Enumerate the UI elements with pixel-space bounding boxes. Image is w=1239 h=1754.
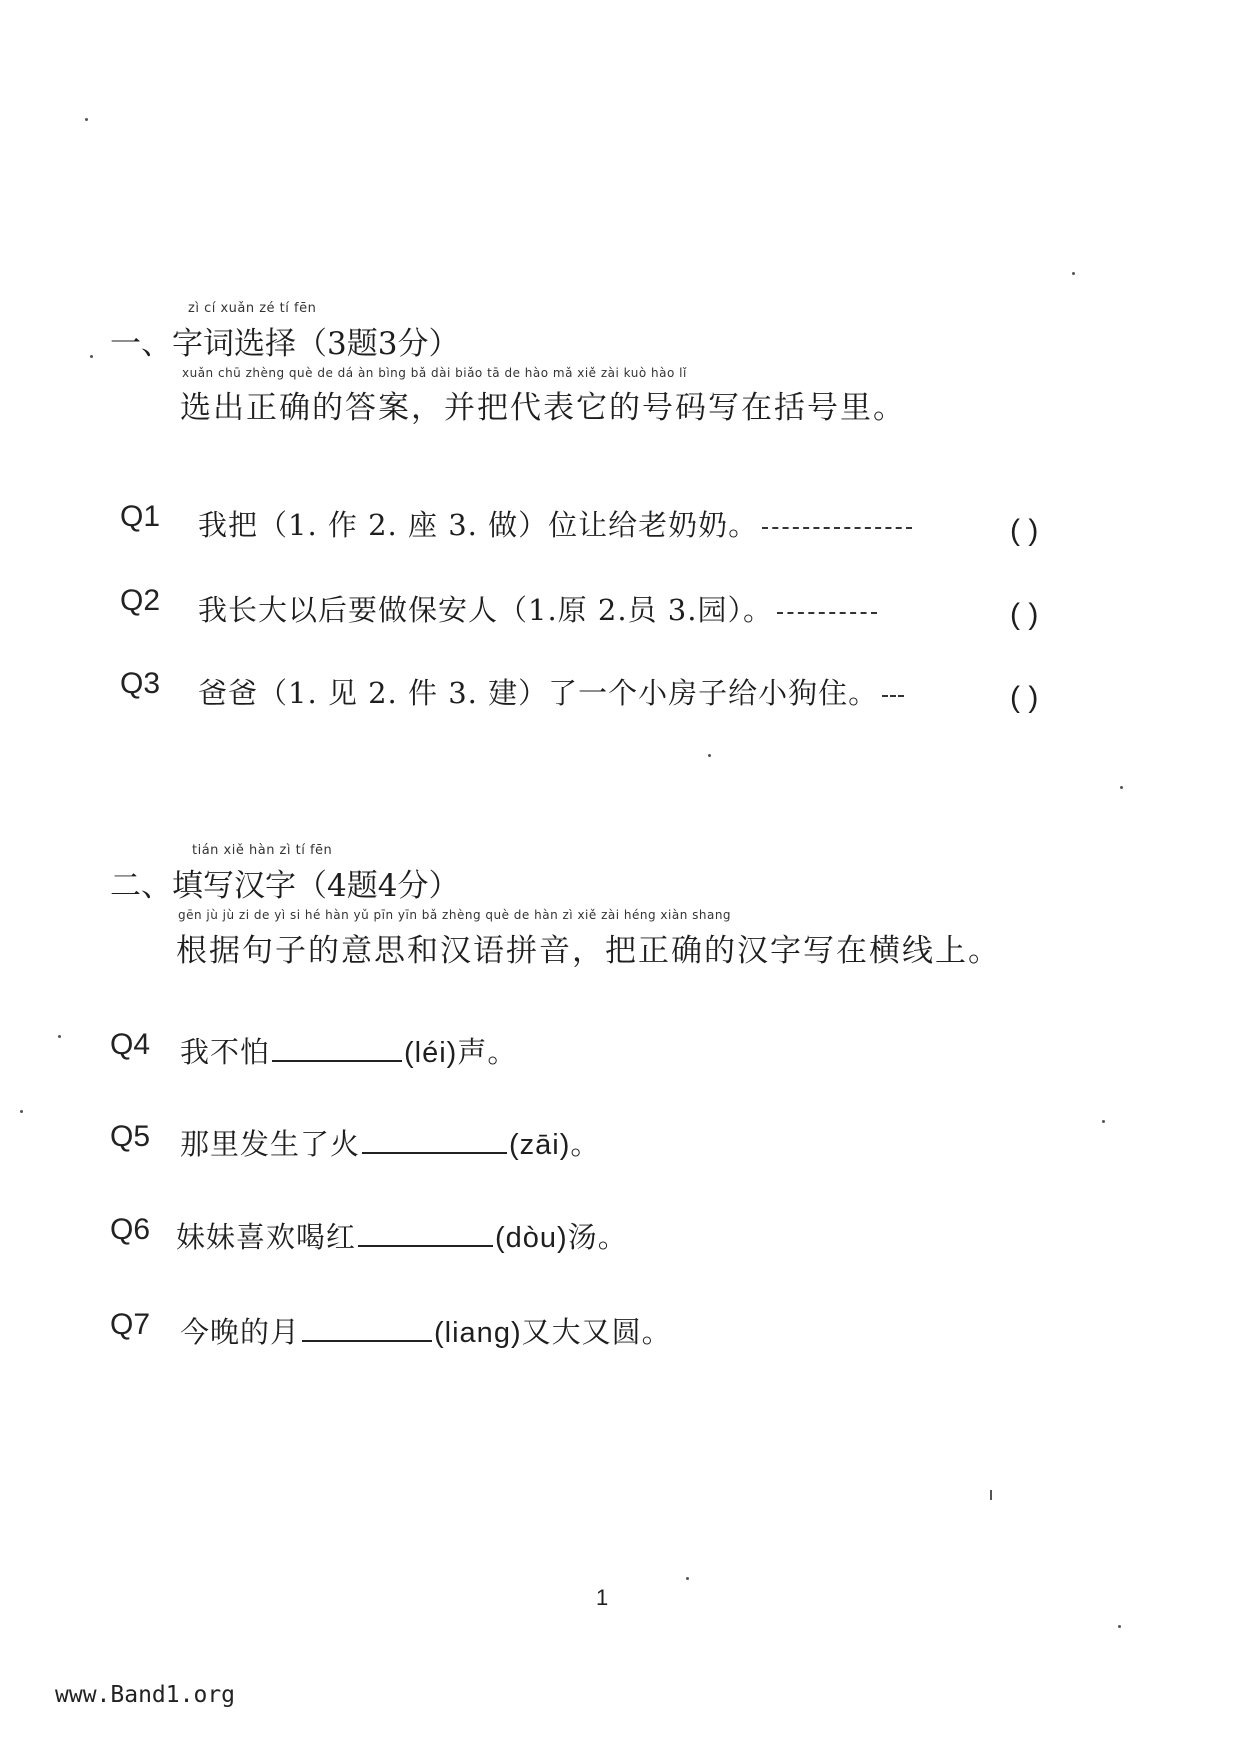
dotted-leader: [762, 525, 912, 529]
sentence-after-blank: 声。: [457, 1035, 518, 1069]
answer-parentheses-q1[interactable]: ( ): [1010, 514, 1039, 547]
pinyin-hint: (zāi): [509, 1129, 571, 1161]
answer-blank[interactable]: [272, 1058, 402, 1062]
sentence-before-blank: 那里发生了火: [180, 1127, 361, 1161]
sentence-after-blank: 。: [570, 1127, 601, 1161]
scan-speck: [1102, 1120, 1105, 1123]
answer-blank[interactable]: [302, 1338, 432, 1342]
sentence-before-blank: 我不怕: [180, 1035, 271, 1069]
pinyin-hint: (léi): [404, 1037, 458, 1069]
scan-speck: [85, 118, 88, 121]
page-number: 1: [596, 1585, 609, 1610]
section2-heading: 二、填写汉字（4题4分）: [110, 868, 460, 904]
scan-speck: [1118, 1625, 1121, 1628]
section1-instruction: 选出正确的答案，并把代表它的号码写在括号里。: [180, 390, 906, 426]
question-text-q5: [180, 1122, 600, 1163]
question-text: 我把（1. 作 2. 座 3. 做）位让给老奶奶。: [198, 508, 759, 542]
footer-url: www.Band1.org: [55, 1682, 236, 1708]
question-text-q4: [180, 1030, 517, 1071]
answer-blank[interactable]: [362, 1150, 507, 1154]
question-text-q2: [198, 588, 877, 629]
scan-speck: [1072, 272, 1075, 275]
section2-instruction-pinyin: gēn jù jù zi de yì si hé hàn yǔ pīn yīn bǎ zhèng què de hàn zì xiě zài héng xiàn shang: [178, 908, 732, 922]
question-text: 我长大以后要做保安人（1.原 2.员 3.园）。: [198, 593, 773, 627]
pinyin-hint: (liang): [434, 1317, 522, 1349]
dotted-leader: [882, 693, 904, 697]
question-text-q1: [198, 503, 912, 544]
question-number-q7: Q7: [110, 1308, 151, 1341]
answer-parentheses-q3[interactable]: ( ): [1010, 681, 1039, 714]
scan-speck: [990, 1490, 992, 1500]
question-text-q6: [176, 1215, 628, 1256]
scan-speck: [90, 355, 93, 358]
scan-speck: [20, 1110, 23, 1113]
question-number-q5: Q5: [110, 1120, 151, 1153]
sentence-after-blank: 又大又圆。: [521, 1315, 672, 1349]
section2-instruction: 根据句子的意思和汉语拼音，把正确的汉字写在横线上。: [176, 933, 1001, 969]
scan-speck: [708, 754, 711, 757]
pinyin-hint: (dòu): [495, 1222, 568, 1254]
answer-parentheses-q2[interactable]: ( ): [1010, 598, 1039, 631]
section1-instruction-pinyin: xuǎn chū zhèng què de dá àn bìng bǎ dài biǎo tā de hào mǎ xiě zài kuò hào lǐ: [182, 366, 687, 380]
question-text: 爸爸（1. 见 2. 件 3. 建）了一个小房子给小狗住。: [198, 676, 879, 710]
scan-speck: [1120, 786, 1123, 789]
question-number-q6: Q6: [110, 1213, 151, 1246]
answer-blank[interactable]: [358, 1243, 493, 1247]
question-number-q4: Q4: [110, 1028, 151, 1061]
section1-heading-pinyin: zì cí xuǎn zé tí fēn: [188, 301, 317, 316]
scan-speck: [58, 1035, 61, 1038]
question-number-q2: Q2: [120, 584, 161, 617]
sentence-after-blank: 汤。: [567, 1220, 628, 1254]
dotted-leader: [777, 610, 877, 614]
section1-heading: 一、字词选择（3题3分）: [110, 326, 460, 362]
section2-heading-pinyin: tián xiě hàn zì tí fēn: [192, 843, 333, 858]
question-text-q7: [180, 1310, 672, 1351]
sentence-before-blank: 今晚的月: [180, 1315, 301, 1349]
sentence-before-blank: 妹妹喜欢喝红: [176, 1220, 357, 1254]
question-text-q3: [198, 671, 904, 712]
scan-speck: [686, 1577, 689, 1580]
question-number-q1: Q1: [120, 500, 161, 533]
question-number-q3: Q3: [120, 667, 161, 700]
